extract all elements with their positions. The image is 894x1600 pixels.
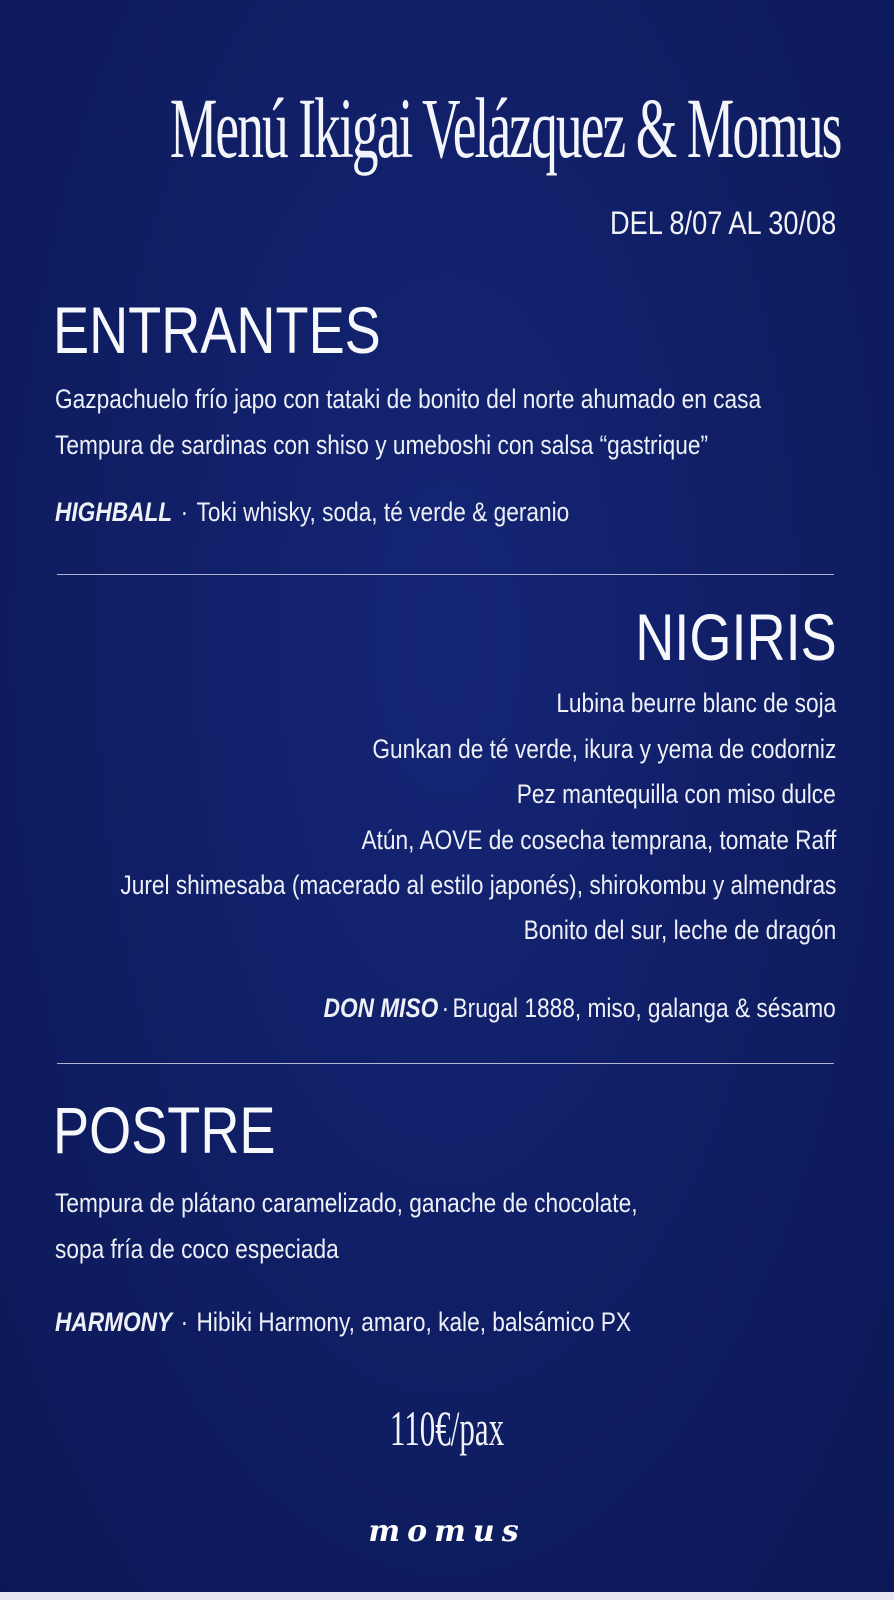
menu-dates: DEL 8/07 AL 30/08 [609, 205, 836, 241]
dish-item: Tempura de plátano caramelizado, ganache de chocolate, [55, 1188, 638, 1218]
pairing-separator: · [180, 1307, 189, 1337]
section-divider [57, 1063, 834, 1064]
pairing-description: Hibiki Harmony, amaro, kale, balsámico PX [196, 1307, 631, 1337]
section-heading-postre: POSTRE [53, 1093, 276, 1167]
menu-price: 110€/pax [389, 1400, 505, 1456]
dish-item: Gunkan de té verde, ikura y yema de codorniz [372, 734, 836, 764]
pairing-postre [55, 1302, 631, 1342]
pairing-description: Brugal 1888, miso, galanga & sésamo [452, 993, 836, 1023]
bottom-strip [0, 1592, 894, 1600]
dish-item: Pez mantequilla con miso dulce [517, 779, 836, 809]
dish-item: Gazpachuelo frío japo con tataki de bonito del norte ahumado en casa [55, 384, 762, 414]
menu-title: Menú Ikigai Velázquez & Momus [169, 80, 841, 176]
pairing-nigiris [324, 988, 836, 1028]
dish-item: Lubina beurre blanc de soja [556, 688, 836, 718]
dish-item: Jurel shimesaba (macerado al estilo japonés), shirokombu y almendras [119, 870, 836, 900]
pairing-separator: · [441, 993, 450, 1023]
section-heading-entrantes: ENTRANTES [53, 293, 381, 367]
dish-item: Atún, AOVE de cosecha temprana, tomate Raff [361, 825, 836, 855]
pairing-separator: · [180, 497, 189, 527]
pairing-name: HIGHBALL [55, 497, 173, 527]
section-divider [57, 574, 834, 575]
momus-logo: momus [368, 1514, 526, 1549]
dish-item: Bonito del sur, leche de dragón [523, 915, 836, 945]
section-heading-nigiris: NIGIRIS [635, 600, 837, 674]
pairing-entrantes [55, 492, 569, 532]
dish-item: sopa fría de coco especiada [55, 1234, 339, 1264]
pairing-description: Toki whisky, soda, té verde & geranio [196, 497, 570, 527]
pairing-name: DON MISO [323, 993, 439, 1023]
pairing-name: HARMONY [55, 1307, 173, 1337]
dish-item: Tempura de sardinas con shiso y umeboshi con salsa “gastrique” [55, 430, 709, 460]
